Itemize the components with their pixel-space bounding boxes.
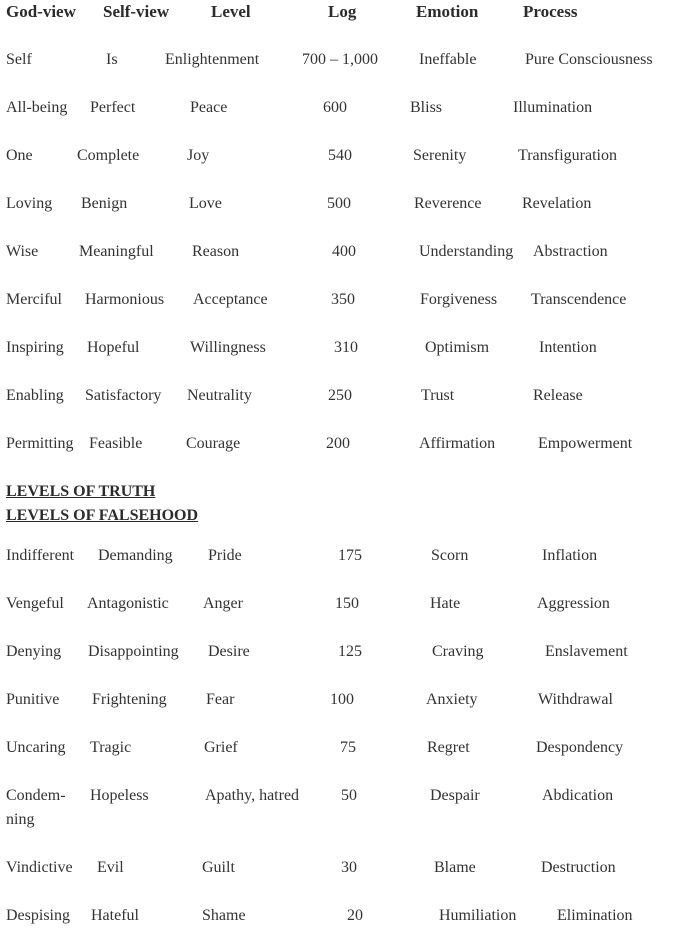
cell-level: Shame — [202, 907, 246, 924]
cell-level: Enlightenment — [165, 51, 260, 68]
cell-log: 175 — [338, 547, 362, 564]
cell-self-view: Meaningful — [79, 243, 154, 260]
cell-emotion: Anxiety — [426, 691, 478, 708]
cell-level: Grief — [204, 739, 238, 756]
cell-god-view: Punitive — [6, 691, 60, 708]
cell-self-view: Antagonistic — [87, 595, 169, 612]
cell-log: 30 — [341, 859, 357, 876]
cell-log: 125 — [338, 643, 362, 660]
cell-emotion: Understanding — [419, 243, 514, 260]
cell-emotion: Scorn — [431, 547, 469, 564]
cell-emotion: Forgiveness — [420, 291, 498, 308]
cell-process: Intention — [539, 339, 597, 356]
cell-log: 150 — [335, 595, 359, 612]
cell-self-view: Demanding — [98, 547, 173, 564]
cell-god-view: Self — [6, 51, 32, 68]
cell-process: Abstraction — [533, 243, 608, 260]
cell-god-view: Wise — [6, 243, 39, 260]
cell-emotion: Humiliation — [439, 907, 517, 924]
cell-god-view: Loving — [6, 195, 53, 212]
cell-self-view: Frightening — [92, 691, 167, 708]
cell-self-view: Perfect — [90, 99, 136, 116]
cell-self-view: Evil — [97, 859, 124, 876]
header-self-view: Self-view — [103, 2, 170, 21]
cell-process: Destruction — [541, 859, 616, 876]
cell-level: Fear — [206, 691, 235, 708]
cell-self-view: Harmonious — [85, 291, 165, 308]
cell-god-view: Vindictive — [6, 859, 73, 876]
cell-process: Transfiguration — [518, 147, 617, 164]
cell-process: Revelation — [522, 195, 592, 212]
cell-level: Love — [189, 195, 222, 212]
cell-god-view: Permitting — [6, 435, 74, 452]
cell-self-view: Benign — [81, 195, 128, 212]
cell-emotion: Regret — [427, 739, 470, 756]
cell-log: 500 — [327, 195, 351, 212]
section-title-truth: LEVELS OF TRUTH — [6, 483, 156, 500]
cell-emotion: Bliss — [410, 99, 443, 116]
cell-level: Joy — [187, 147, 210, 164]
cell-level: Neutrality — [187, 387, 252, 404]
cell-log: 540 — [328, 147, 352, 164]
header-log: Log — [328, 2, 357, 21]
cell-log: 75 — [340, 739, 356, 756]
cell-log: 400 — [332, 243, 356, 260]
cell-level: Acceptance — [193, 291, 268, 308]
cell-god-view: Uncaring — [6, 739, 66, 756]
cell-level: Peace — [190, 99, 228, 116]
cell-level: Reason — [192, 243, 240, 260]
cell-god-view: Enabling — [6, 387, 64, 404]
cell-self-view: Is — [106, 51, 118, 68]
cell-process: Release — [533, 387, 583, 404]
cell-god-view: Denying — [6, 643, 62, 660]
cell-process: Withdrawal — [538, 691, 613, 708]
cell-god-view: Merciful — [6, 291, 62, 308]
cell-god-view: One — [6, 147, 33, 164]
cell-level: Pride — [208, 547, 242, 564]
section-title-falsehood: LEVELS OF FALSEHOOD — [6, 507, 199, 524]
cell-self-view: Hopeless — [90, 787, 149, 804]
cell-self-view: Satisfactory — [85, 387, 162, 404]
header-process: Process — [523, 2, 578, 21]
cell-emotion: Craving — [432, 643, 484, 660]
cell-emotion: Optimism — [425, 339, 490, 356]
header-level: Level — [211, 2, 251, 21]
cell-log: 700 – 1,000 — [302, 51, 378, 68]
cell-self-view: Disappointing — [88, 643, 179, 660]
cell-self-view: Complete — [77, 147, 140, 164]
cell-level: Willingness — [190, 339, 266, 356]
cell-self-view: Feasible — [89, 435, 143, 452]
cell-log: 200 — [326, 435, 350, 452]
cell-log: 20 — [347, 907, 363, 924]
header-emotion: Emotion — [416, 2, 479, 21]
cell-emotion: Serenity — [413, 147, 467, 164]
cell-process: Pure Consciousness — [525, 51, 653, 68]
cell-self-view: Hopeful — [87, 339, 140, 356]
cell-emotion: Ineffable — [419, 51, 477, 68]
cell-process: Enslavement — [545, 643, 628, 660]
cell-log: 100 — [330, 691, 354, 708]
cell-god-view: Vengeful — [6, 595, 64, 612]
cell-log: 250 — [328, 387, 352, 404]
cell-log: 310 — [334, 339, 358, 356]
cell-level: Desire — [208, 643, 250, 660]
cell-level: Courage — [186, 435, 241, 452]
cell-level: Apathy, hatred — [205, 787, 300, 804]
cell-process: Transcendence — [531, 291, 627, 308]
cell-emotion: Reverence — [414, 195, 482, 212]
cell-emotion: Despair — [430, 787, 480, 804]
cell-process: Aggression — [537, 595, 610, 612]
cell-process: Illumination — [513, 99, 593, 116]
cell-god-view: Condem-ning — [6, 787, 66, 828]
cell-emotion: Blame — [434, 859, 476, 876]
cell-log: 600 — [323, 99, 347, 116]
cell-self-view: Tragic — [90, 739, 132, 756]
cell-level: Guilt — [202, 859, 235, 876]
cell-process: Despondency — [536, 739, 624, 756]
cell-emotion: Trust — [421, 387, 455, 404]
cell-god-view: All-being — [6, 99, 68, 116]
cell-emotion: Affirmation — [419, 435, 496, 452]
cell-process: Empowerment — [538, 435, 633, 452]
cell-god-view: Despising — [6, 907, 70, 924]
cell-emotion: Hate — [430, 595, 461, 612]
cell-log: 50 — [341, 787, 357, 804]
cell-god-view: Indifferent — [6, 547, 75, 564]
cell-process: Abdication — [542, 787, 614, 804]
cell-log: 350 — [331, 291, 355, 308]
cell-process: Inflation — [542, 547, 598, 564]
cell-level: Anger — [203, 595, 243, 612]
cell-god-view: Inspiring — [6, 339, 64, 356]
header-god-view: God-view — [6, 2, 76, 21]
cell-self-view: Hateful — [91, 907, 139, 924]
cell-process: Elimination — [557, 907, 633, 924]
